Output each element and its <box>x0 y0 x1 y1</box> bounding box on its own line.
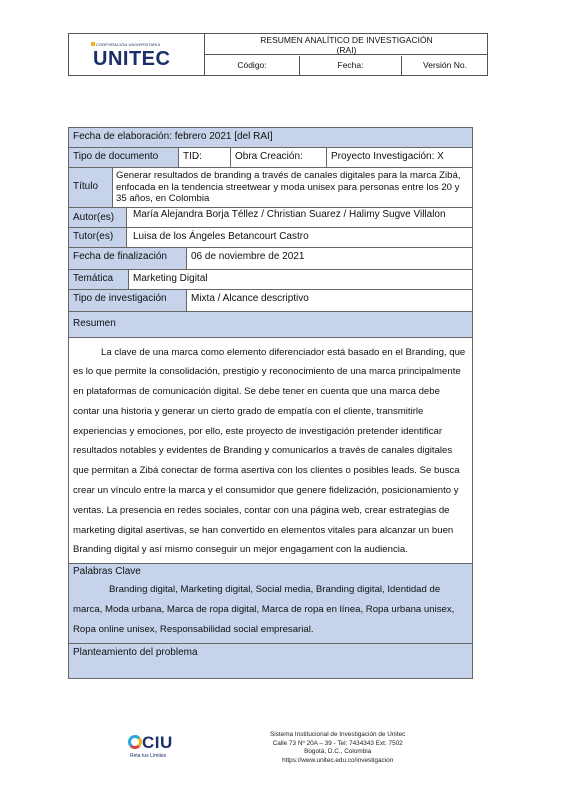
tutor-label: Tutor(es) <box>69 228 127 247</box>
logo-small-text: CORPORACIÓN UNIVERSITARIA <box>96 42 161 47</box>
row-resumen <box>69 338 472 565</box>
titulo-label: Título <box>69 168 113 207</box>
row-autor <box>69 208 472 228</box>
autor-label: Autor(es) <box>69 208 127 227</box>
finalizacion-label: Fecha de finalización <box>69 248 187 269</box>
autor-value: María Alejandra Borja Téllez / Christian Suarez / Halimy Sugve Villalon <box>127 208 472 227</box>
tutor-value: Luisa de los Ángeles Betancourt Castro <box>127 228 472 247</box>
palabras-clave-block <box>69 564 472 642</box>
row-fecha-elaboracion <box>69 128 472 148</box>
row-tipo-documento <box>69 148 472 168</box>
tid-cell: TID: <box>179 148 231 167</box>
footer-url[interactable]: https://www.unitec.edu.co/investigacion <box>282 756 394 764</box>
tematica-label: Temática <box>69 270 129 289</box>
header-title <box>205 34 488 55</box>
unitec-logo <box>69 34 205 75</box>
tipo-investigacion-label: Tipo de investigación <box>69 290 187 311</box>
footer-line3: Bogotá, D.C., Colombia <box>304 748 372 755</box>
resumen-text: La clave de una marca como elemento diferenciador está basado en el Branding, que es lo que permite la consolidación, prestigio y reconocimiento de una marca principalmente en plataformas de comunicación digital. Se debe tener en cuenta que una marca debe contar una historia y generar un cierto grado de empatía con el cliente, transmitirle experiencias y emociones, por ello, este proyecto de investigación pretender identificar resultados notables y evidentes de Branding y comunicarlos a través de canales digitales que permitan a Zibá conectar de forma asertiva con los clientes o posibles leads. Se busca crear un vínculo entre la marca y el consumidor que genere fidelización, posicionamiento y ventas. La presencia en redes sociales, contar con una página web, crear estrategias de marketing digital asertivas, se han convertido en elementos vitales para alcanzar un buen Branding digital y así mismo conseguir un mejor engagament con la audiencia. <box>69 338 472 564</box>
header-title-line2: (RAI) <box>336 45 357 55</box>
logo-brand-text: UNITEC <box>93 48 171 70</box>
titulo-value: Generar resultados de branding a través de canales digitales para la marca Zibá, enfocada en la tendencia streetwear y moda unisex para personas entre los 20 y 35 años, en Colombia <box>113 168 472 207</box>
row-resumen-header <box>69 312 472 338</box>
proyecto-cell: Proyecto Investigación: X <box>327 148 472 167</box>
row-tutor <box>69 228 472 248</box>
row-palabras-clave <box>69 564 472 643</box>
resumen-label: Resumen <box>73 317 116 329</box>
row-tipo-investigacion <box>69 290 472 312</box>
row-titulo <box>69 168 472 208</box>
tipo-documento-label: Tipo de documento <box>69 148 179 167</box>
row-finalizacion <box>69 248 472 270</box>
finalizacion-value: 06 de noviembre de 2021 <box>187 248 472 269</box>
document-header <box>68 33 488 76</box>
row-tematica <box>69 270 472 290</box>
codigo-cell: Código: <box>205 56 300 75</box>
palabras-clave-text: Branding digital, Marketing digital, Social media, Branding digital, Identidad de marca, Moda urbana, Marca de ropa digital, Marca de ropa en línea, Ropa urbana unisex, Ropa online unisex, Responsabilidad social empresarial. <box>73 584 455 635</box>
footer-line2: Calle 73 Nº 20A – 39 - Tel: 7434343 Ext: 7502 <box>272 739 403 747</box>
footer-line1: Sistema Institucional de Investigación de Unitec <box>270 731 406 738</box>
footer-info <box>270 731 405 765</box>
tipo-investigacion-value: Mixta / Alcance descriptivo <box>187 290 472 311</box>
fecha-cell: Fecha: <box>300 56 402 75</box>
row-planteamiento <box>69 644 472 678</box>
fecha-elaboracion: Fecha de elaboración: febrero 2021 [del RAI] <box>73 131 273 142</box>
tematica-value: Marketing Digital <box>129 270 472 289</box>
planteamiento-label: Planteamiento del problema <box>73 646 198 658</box>
ciu-logo-text: CIU <box>142 733 173 752</box>
logo-mark-icon <box>91 42 95 46</box>
ciu-tagline: Reta tus Límites <box>130 753 167 759</box>
obra-cell: Obra Creación: <box>231 148 327 167</box>
palabras-clave-label: Palabras Clave <box>73 566 141 578</box>
header-title-line1: RESUMEN ANALÍTICO DE INVESTIGACIÓN <box>260 35 433 45</box>
rai-table <box>68 127 473 679</box>
ciu-arc-icon <box>128 735 142 749</box>
version-cell: Versión No. <box>423 60 467 70</box>
